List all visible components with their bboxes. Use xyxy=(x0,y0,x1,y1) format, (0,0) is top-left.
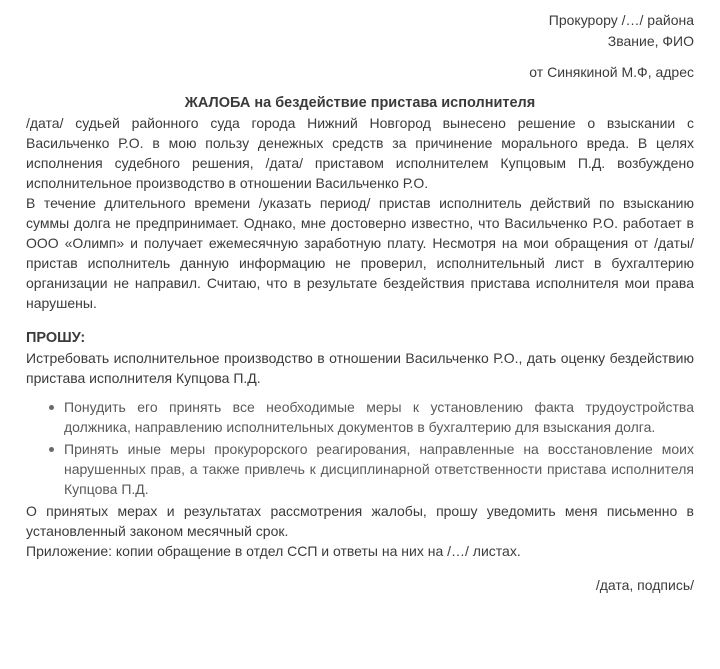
request-list xyxy=(26,397,694,499)
request-heading: ПРОШУ: xyxy=(26,330,86,346)
paragraph-court-decision: /дата/ судьей районного суда города Нижний Новгород вынесено решение о взыскании с Васильченко Р.О. в мою пользу денежных средств за причинение морального вреда. В целях исполнения судебного решения, /дата/ приставом исполнителем Купцовым П.Д. возбуждено исполнительное производство в отношении Васильченко Р.О. xyxy=(26,115,694,191)
bullet-icon xyxy=(49,405,54,410)
list-item xyxy=(64,439,694,499)
paragraph-bailiff-inaction: В течение длительного времени /указать период/ пристав исполнитель действий по взысканию суммы долга не предпринимает. Однако, мне достоверно известно, что Васильченко Р.О. работает в ООО «Олимп» и получает ежемесячную заработную плату. Несмотря на мои обращения от /даты/ пристав исполнитель данную информацию не проверил, исполнительный лист в бухгалтерию организации не направил. Считаю, что в результате бездействия пристава исполнителя мои права нарушены. xyxy=(26,195,694,311)
addressee-line-prosecutor: Прокурору /…/ района xyxy=(548,12,694,28)
list-item-text: Понудить его принять все необходимые меры к установлению факта трудоустройства должника, направлению исполнительных документов в бухгалтерию для взыскания долга. xyxy=(64,399,694,435)
document-page xyxy=(26,0,694,595)
attachment-line: Приложение: копии обращение в отдел ССП и ответы на них на /…/ листах. xyxy=(26,543,521,559)
list-item xyxy=(64,397,694,437)
bullet-icon xyxy=(49,447,54,452)
signature-line: /дата, подпись/ xyxy=(595,577,694,593)
sender-line: от Синякиной М.Ф, адрес xyxy=(529,64,694,80)
list-item-text: Принять иные меры прокурорского реагирования, направленные на восстановление моих нарушенных прав, а также привлечь к дисциплинарной ответственности пристава исполнителя Купцова П.Д. xyxy=(64,441,694,497)
paragraph-request: Истребовать исполнительное производство в отношении Васильченко Р.О., дать оценку бездействию пристава исполнителя Купцова П.Д. xyxy=(26,350,694,386)
addressee-line-rank-name: Звание, ФИО xyxy=(607,33,694,49)
paragraph-notification: О принятых мерах и результатах рассмотрения жалобы, прошу уведомить меня письменно в установленный законом месячный срок. xyxy=(26,503,694,539)
addressee-block xyxy=(26,0,694,52)
document-title: ЖАЛОБА на бездействие пристава исполнителя xyxy=(184,95,536,111)
